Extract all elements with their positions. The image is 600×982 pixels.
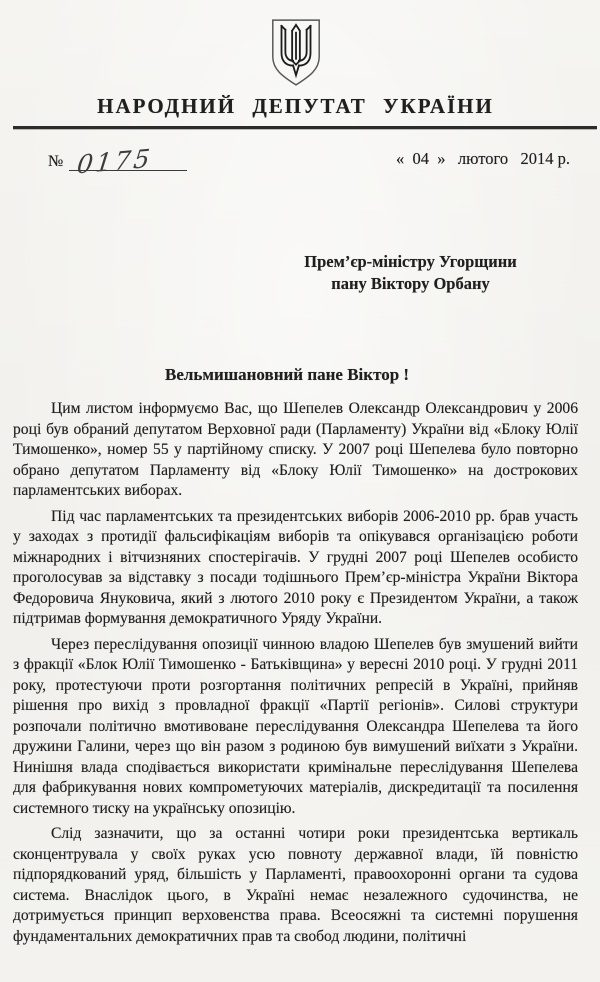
body-paragraph-3: Через переслідування опозиції чинною владою Шепелев був змушений вийти з фракції «Блок Юлії Тимошенко - Батьківщина» у вересні 2010 році. У грудні 2011 року, протестуючи проти розгортання політичних репресій в Україні, прийняв рішення про вихід з провладної фракції «Партії регіонів». Силові структури розпочали політично вмотивоване переслідування Олександра Шепелева та його дружини Галини, через що він разом з родиною був вимушений виїхати з України. Нинішня влада сподівається використати кримінальне переслідування Шепелева для фабрикування нових компрометуючих матеріалів, дискредитації та посилення системного тиску на українську опозицію. <box>13 635 578 817</box>
document-date: « 04 » лютого 2014 р. <box>396 149 570 168</box>
body-paragraph-4: Слід зазначити, що за останні чотири роки президентська вертикаль сконцентрувала у своїх руках усю повноту державної влади, їй повністю підпорядкований уряд, більшість у Парламенті, правоохоронні органи та судова система. Внаслідок цього, в Україні немає незалежного судочинства, не дотримується принцип верховенства права. Всеосяжні та системні порушення фундаментальних демократичних прав та свобод людини, політичні <box>13 825 578 945</box>
body-paragraph-1: Цим листом інформуємо Вас, що Шепелев Олександр Олександрович у 2006 році був обраний депутатом Верховної ради (Парламенту) України від «Блоку Юлії Тимошенко», номер 55 у партійному списку. У 2007 році Шепелева було повторно обрано депутатом Парламенту від «Блоку Юлії Тимошенко» на дострокових парламентських виборах. <box>13 400 578 499</box>
recipient-line-2: пану Віктору Орбану <box>331 274 490 293</box>
recipient-block <box>283 251 538 295</box>
body-paragraph-2: Під час парламентських та президентських виборів 2006-2010 рр. брав участь у заходах з протидії фальсифікаціям виборів та опікувався організацією роботи міжнародних і вітчизняних спостерігачів. У грудні 2007 році Шепелев особисто проголосував за відставку з посади тодішнього Прем’єр-міністра України Віктора Федоровича Януковича, який з лютого 2010 року є Президентом України, а також підтримав формування демократичного Уряду України. <box>13 507 578 627</box>
meta-row <box>13 141 578 180</box>
letterhead-divider <box>13 126 597 129</box>
number-label: № <box>48 153 64 170</box>
salutation: Вельмишановний пане Віктор ! <box>165 365 410 384</box>
letterhead-title: НАРОДНИЙ ДЕПУТАТ УКРАЇНИ <box>97 94 494 118</box>
handwritten-number: 0175 <box>75 143 155 180</box>
recipient-line-1: Прем’єр-міністру Угорщини <box>304 252 517 271</box>
number-underline <box>69 143 187 180</box>
ukraine-trident-emblem <box>13 18 578 88</box>
letter-body <box>13 399 578 947</box>
trident-shield-icon <box>267 18 325 88</box>
document-number-block <box>48 143 187 180</box>
